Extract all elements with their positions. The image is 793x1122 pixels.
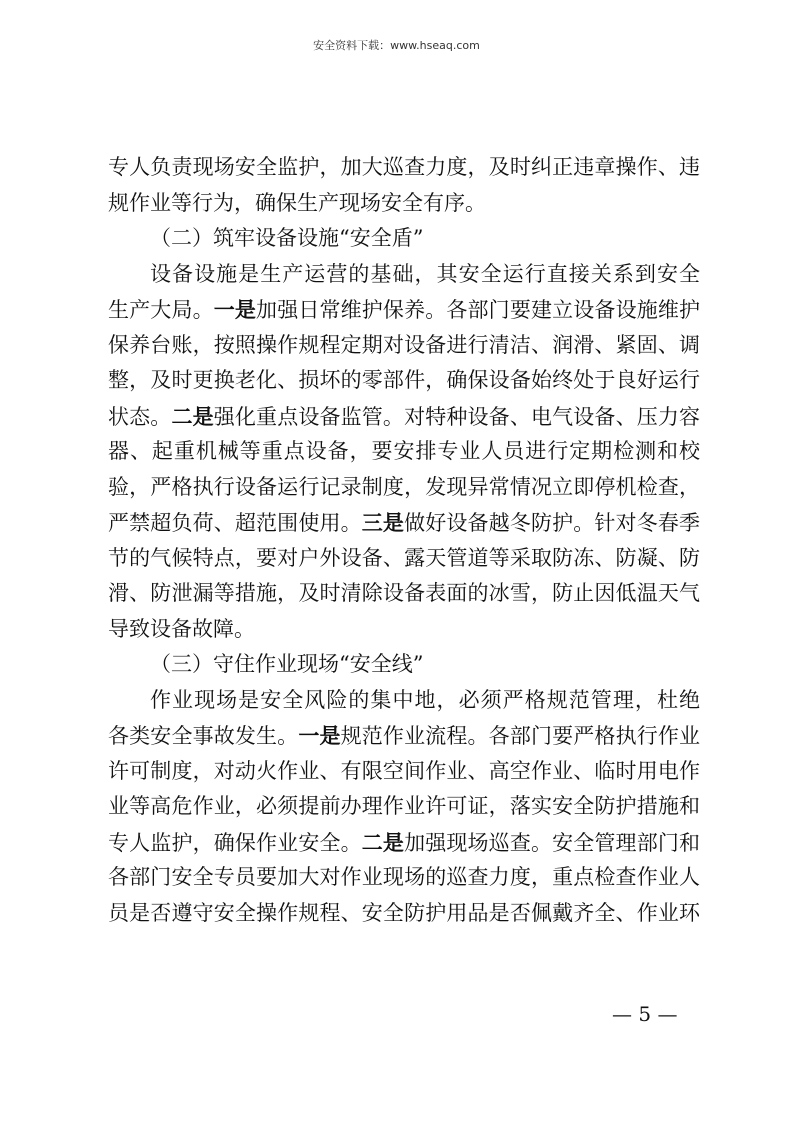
emphasis-text: 二是 (361, 829, 405, 855)
body-line (108, 825, 700, 861)
page-header: 安全资料下载：www.hseaq.com (313, 39, 480, 52)
text-run: 规范作业流程。各部门要严格执行作业 (340, 724, 700, 748)
text-run: 滑、防泄漏等措施，及时清除设备表面的冰雪，防止因低温天气 (108, 581, 700, 605)
text-run: 节的气候特点，要对户外设备、露天管道等采取防冻、防凝、防 (108, 545, 700, 570)
text-run: 许可制度，对动火作业、有限空间作业、高空作业、临时用电作 (108, 758, 700, 783)
text-run: 专人负责现场安全监护，加大巡查力度，及时纠正违章操作、违 (108, 155, 700, 179)
emphasis-text: 二是 (171, 403, 214, 429)
body-line (108, 434, 700, 470)
body-line (108, 612, 700, 648)
text-run: 强化重点设备监管。对特种设备、电气设备、压力容 (213, 404, 700, 429)
text-run: 员是否遵守安全操作规程、安全防护用品是否佩戴齐全、作业环 (108, 900, 700, 925)
text-run: （三）守住作业现场“安全线” (150, 652, 424, 676)
text-run: 加强现场巡查。安全管理部门和 (404, 830, 700, 855)
body-line (108, 399, 700, 435)
body-line (108, 470, 700, 506)
text-run: 生产大局。 (108, 298, 214, 322)
text-run: 导致设备故障。 (108, 616, 255, 641)
section-heading (108, 221, 700, 257)
section-heading (108, 647, 700, 683)
document-body (108, 150, 700, 931)
text-run: 严禁超负荷、超范围使用。 (108, 511, 362, 535)
emphasis-text: 三是 (361, 510, 405, 535)
body-line (108, 328, 700, 364)
text-run: 加强日常维护保养。各部门要建立设备设施维护 (256, 298, 700, 322)
text-run: 作业现场是安全风险的集中地，必须严格规范管理，杜绝 (150, 687, 700, 712)
text-run: 设备设施是生产运营的基础，其安全运行直接关系到安全 (150, 261, 700, 286)
text-run: （二）筑牢设备设施“安全盾” (150, 226, 424, 250)
text-run: 规作业等行为，确保生产现场安全有序。 (108, 190, 486, 215)
body-line (108, 186, 700, 222)
body-line (108, 896, 700, 932)
text-run: 各部门安全专员要加大对作业现场的巡查力度，重点检查作业人 (108, 865, 700, 889)
text-run: 整，及时更换老化、损坏的零部件，确保设备始终处于良好运行 (108, 368, 700, 392)
body-line (108, 576, 700, 612)
body-line (108, 683, 700, 719)
emphasis-text: 一是 (213, 297, 257, 322)
text-run: 做好设备越冬防护。针对冬春季 (404, 511, 700, 535)
body-line (108, 860, 700, 896)
body-line (108, 789, 700, 825)
text-run: 状态。 (108, 404, 172, 429)
text-run: 专人监护，确保作业安全。 (108, 830, 362, 855)
body-line (108, 505, 700, 541)
body-line (108, 541, 700, 577)
body-line (108, 363, 700, 399)
text-run: 各类安全事故发生。 (108, 724, 299, 748)
text-run: 业等高危作业，必须提前办理作业许可证，落实安全防护措施和 (108, 794, 700, 818)
emphasis-text: 一是 (298, 723, 341, 748)
text-run: 器、起重机械等重点设备，要安排专业人员进行定期检测和校 (108, 439, 700, 463)
body-line (108, 292, 700, 328)
text-run: 验，严格执行设备运行记录制度，发现异常情况立即停机检查， (108, 474, 700, 499)
body-line (108, 257, 700, 293)
text-run: 保养台账，按照操作规程定期对设备进行清洁、润滑、紧固、调 (108, 332, 700, 357)
body-line (108, 718, 700, 754)
body-line (108, 754, 700, 790)
body-line (108, 150, 700, 186)
page-number: — 5 — (612, 1002, 678, 1026)
